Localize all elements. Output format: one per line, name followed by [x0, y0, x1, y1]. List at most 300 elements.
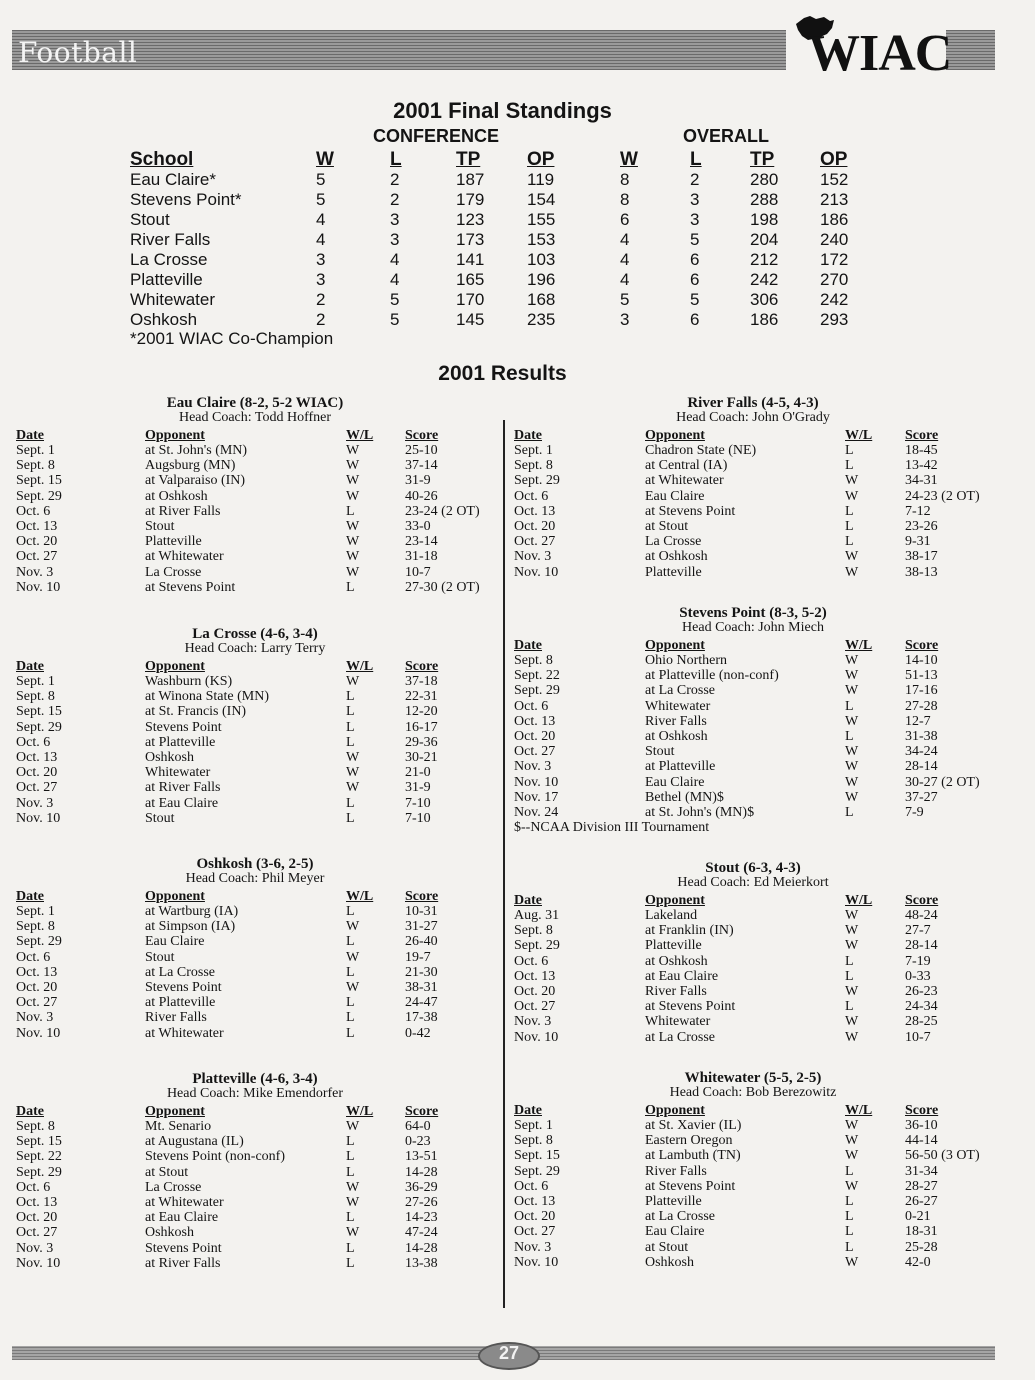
game-score: 44-14 — [905, 1133, 938, 1149]
game-wl: W — [845, 668, 859, 684]
game-wl: W — [845, 1118, 859, 1133]
game-score: 25-10 — [405, 443, 438, 458]
game-wl: L — [845, 1209, 854, 1225]
game-score: 7-10 — [405, 795, 431, 811]
col-header-opponent: Opponent — [645, 1103, 705, 1118]
standings-cell-ovr-w: 6 — [620, 210, 630, 229]
game-opponent: at Platteville — [145, 995, 216, 1011]
game-wl: W — [845, 923, 859, 939]
game-opponent: at Central (IA) — [645, 458, 728, 474]
standings-header-ovr-op: OP — [820, 149, 848, 170]
game-score: 23-26 — [905, 519, 938, 534]
game-date: Oct. 27 — [514, 999, 556, 1015]
game-score: 64-0 — [405, 1119, 431, 1134]
wiac-logo: WIAC — [808, 25, 952, 82]
standings-cell-ovr-l: 6 — [690, 250, 700, 269]
game-opponent: River Falls — [145, 1010, 207, 1026]
game-date: Oct. 6 — [514, 698, 549, 714]
game-date: Nov. 24 — [514, 805, 559, 820]
game-date: Oct. 27 — [514, 744, 556, 760]
game-date: Sept. 29 — [16, 934, 62, 950]
game-score: 48-24 — [905, 908, 938, 923]
game-wl: L — [346, 934, 355, 950]
standings-cell-conf-w: 3 — [316, 250, 326, 269]
col-header-score: Score — [405, 1104, 439, 1119]
standings-cell-conf-l: 4 — [390, 250, 400, 269]
game-date: Oct. 27 — [16, 780, 58, 796]
team-title: Platteville (4-6, 3-4) — [192, 1071, 318, 1087]
game-wl: L — [845, 1163, 854, 1179]
standings-header-ovr-tp: TP — [750, 149, 775, 170]
game-score: 27-28 — [905, 698, 938, 714]
game-date: Oct. 6 — [16, 1179, 51, 1195]
game-opponent: at Wartburg (IA) — [145, 904, 239, 919]
standings-cell-school: Oshkosh — [130, 310, 198, 329]
game-wl: L — [346, 1149, 355, 1165]
game-score: 12-20 — [405, 704, 438, 720]
game-date: Oct. 27 — [16, 1225, 58, 1241]
game-wl: L — [845, 1239, 854, 1255]
game-opponent: at La Crosse — [645, 1029, 715, 1045]
standings-cell-conf-l: 2 — [390, 170, 400, 189]
game-wl: L — [346, 503, 355, 519]
team-title: Oshkosh (3-6, 2-5) — [196, 856, 314, 872]
standings-cell-conf-l: 5 — [390, 290, 400, 309]
standings-cell-conf-l: 3 — [390, 210, 400, 229]
game-opponent: at Platteville (non-conf) — [645, 668, 779, 684]
game-score: 42-0 — [905, 1254, 931, 1270]
game-date: Sept. 29 — [16, 719, 62, 735]
game-date: Sept. 8 — [16, 458, 55, 474]
game-date: Aug. 31 — [514, 908, 560, 923]
game-opponent: Oshkosh — [145, 750, 195, 765]
standings-header-conf-tp: TP — [456, 149, 481, 170]
game-date: Oct. 6 — [16, 503, 51, 519]
game-date: Sept. 29 — [514, 473, 560, 489]
game-score: 51-13 — [905, 668, 938, 684]
head-coach: Head Coach: Todd Hoffner — [178, 410, 332, 425]
game-score: 31-27 — [405, 919, 438, 935]
team-title: Stevens Point (8-3, 5-2) — [679, 605, 827, 621]
game-score: 17-16 — [905, 683, 938, 699]
game-score: 13-42 — [905, 458, 938, 474]
game-opponent: Whitewater — [145, 765, 211, 781]
game-date: Nov. 10 — [16, 1255, 61, 1271]
game-date: Nov. 3 — [16, 564, 54, 580]
game-opponent: Platteville — [645, 938, 702, 954]
standings-cell-conf-l: 4 — [390, 270, 400, 289]
conference-group-label: CONFERENCE — [373, 126, 500, 146]
game-score: 12-7 — [905, 713, 931, 729]
game-score: 10-31 — [405, 904, 438, 919]
game-date: Oct. 27 — [514, 534, 556, 550]
game-score: 25-28 — [905, 1239, 938, 1255]
standings-cell-ovr-w: 4 — [620, 250, 630, 269]
standings-cell-ovr-l: 6 — [690, 270, 700, 289]
game-date: Nov. 3 — [514, 1014, 552, 1030]
col-header-date: Date — [514, 428, 542, 443]
game-date: Sept. 1 — [16, 674, 55, 689]
game-score: 37-27 — [905, 789, 938, 805]
game-score: 21-30 — [405, 964, 438, 980]
game-score: 38-13 — [905, 564, 938, 580]
standings-cell-ovr-op: 213 — [820, 190, 849, 209]
game-opponent: Whitewater — [645, 1014, 711, 1030]
col-header-opponent: Opponent — [145, 889, 205, 904]
game-wl: L — [346, 1134, 355, 1150]
game-wl: L — [845, 503, 854, 519]
game-opponent: at River Falls — [145, 503, 221, 519]
game-wl: W — [845, 1133, 859, 1149]
game-wl: W — [346, 919, 360, 935]
game-date: Sept. 8 — [514, 653, 553, 668]
game-wl: W — [346, 1195, 360, 1210]
game-date: Nov. 3 — [514, 759, 552, 775]
game-score: 13-51 — [405, 1149, 438, 1165]
game-score: 0-23 — [405, 1134, 431, 1150]
game-wl: L — [845, 443, 854, 458]
standings-cell-conf-op: 154 — [527, 190, 556, 209]
game-date: Nov. 3 — [16, 795, 54, 811]
game-wl: L — [346, 704, 355, 720]
game-score: 7-10 — [405, 810, 431, 826]
game-opponent: La Crosse — [145, 564, 202, 580]
game-date: Oct. 20 — [514, 984, 556, 999]
game-score: 0-21 — [905, 1209, 931, 1225]
game-opponent: at La Crosse — [645, 683, 715, 699]
col-header-wl: W/L — [845, 638, 873, 653]
game-opponent: at Stout — [145, 1164, 189, 1180]
standings-cell-school: Platteville — [130, 270, 203, 289]
standings-cell-conf-w: 3 — [316, 270, 326, 289]
game-date: Oct. 13 — [16, 519, 58, 534]
game-opponent: River Falls — [645, 713, 707, 729]
standings-header-ovr-w: W — [620, 149, 638, 170]
standings-cell-conf-op: 235 — [527, 310, 556, 329]
game-score: 23-24 (2 OT) — [405, 503, 480, 519]
game-date: Nov. 3 — [16, 1010, 54, 1026]
game-opponent: Stout — [145, 949, 175, 965]
game-wl: W — [346, 519, 360, 534]
team-title: Whitewater (5-5, 2-5) — [684, 1070, 822, 1086]
standings-header-conf-l: L — [390, 149, 402, 170]
game-opponent: at Stevens Point — [145, 579, 236, 595]
game-score: 14-10 — [905, 653, 938, 668]
standings-cell-conf-w: 2 — [316, 290, 326, 309]
standings-cell-school: Eau Claire* — [130, 170, 216, 189]
game-opponent: at Valparaiso (IN) — [145, 473, 246, 489]
game-score: 30-27 (2 OT) — [905, 774, 980, 790]
game-opponent: Eau Claire — [645, 1224, 705, 1240]
game-wl: W — [346, 458, 360, 474]
game-wl: W — [346, 750, 360, 765]
game-wl: W — [346, 564, 360, 580]
game-date: Sept. 1 — [514, 443, 553, 458]
game-wl: L — [845, 534, 854, 550]
col-header-score: Score — [405, 659, 439, 674]
standings-cell-conf-l: 3 — [390, 230, 400, 249]
game-opponent: at Stevens Point — [645, 503, 736, 519]
game-opponent: at Eau Claire — [645, 968, 719, 984]
game-opponent: Oshkosh — [145, 1225, 195, 1241]
game-opponent: at Platteville — [145, 734, 216, 750]
game-score: 10-7 — [905, 1029, 931, 1045]
game-opponent: at Oshkosh — [145, 488, 208, 504]
game-wl: W — [346, 1119, 360, 1134]
standings-cell-ovr-w: 8 — [620, 170, 630, 189]
game-opponent: Eau Claire — [645, 488, 705, 504]
standings-cell-ovr-op: 186 — [820, 210, 849, 229]
game-date: Oct. 20 — [16, 534, 58, 550]
game-wl: L — [346, 1025, 355, 1041]
game-score: 14-23 — [405, 1210, 438, 1226]
standings-cell-ovr-tp: 306 — [750, 290, 779, 309]
page-number: 27 — [498, 1343, 520, 1363]
head-coach: Head Coach: Bob Berezowitz — [669, 1085, 837, 1100]
game-opponent: at Stevens Point — [645, 999, 736, 1015]
standings-cell-ovr-tp: 204 — [750, 230, 779, 249]
standings-cell-ovr-tp: 198 — [750, 210, 779, 229]
game-wl: W — [845, 1029, 859, 1045]
game-score: 24-34 — [905, 999, 938, 1015]
game-opponent: at La Crosse — [145, 964, 215, 980]
game-opponent: Stout — [145, 810, 175, 826]
game-opponent: at St. Francis (IN) — [145, 704, 247, 720]
game-date: Sept. 15 — [514, 1148, 560, 1164]
standings-cell-school: Stout — [130, 210, 170, 229]
game-opponent: at Whitewater — [145, 549, 224, 565]
game-date: Sept. 15 — [16, 473, 62, 489]
col-header-score: Score — [905, 638, 939, 653]
game-opponent: Stout — [145, 519, 175, 534]
game-date: Nov. 10 — [514, 1029, 559, 1045]
game-wl: W — [845, 938, 859, 954]
game-opponent: at Whitewater — [145, 1195, 224, 1210]
game-score: 18-31 — [905, 1224, 938, 1240]
game-date: Sept. 22 — [514, 668, 560, 684]
game-score: 27-7 — [905, 923, 931, 939]
game-wl: W — [845, 984, 859, 999]
standings-cell-ovr-w: 5 — [620, 290, 630, 309]
game-score: 36-10 — [905, 1118, 938, 1133]
game-score: 38-31 — [405, 980, 438, 995]
col-header-date: Date — [16, 428, 44, 443]
game-date: Oct. 6 — [514, 1178, 549, 1194]
game-opponent: Stevens Point (non-conf) — [145, 1149, 285, 1165]
game-score: 31-34 — [905, 1163, 938, 1179]
game-score: 36-29 — [405, 1179, 438, 1195]
game-date: Nov. 10 — [514, 1254, 559, 1270]
standings-cell-conf-op: 196 — [527, 270, 556, 289]
head-coach: Head Coach: John O'Grady — [676, 410, 830, 425]
standings-cell-ovr-w: 4 — [620, 270, 630, 289]
game-wl: W — [346, 473, 360, 489]
game-score: 14-28 — [405, 1240, 438, 1256]
game-wl: W — [845, 908, 859, 923]
standings-cell-ovr-tp: 212 — [750, 250, 779, 269]
game-date: Oct. 13 — [514, 1194, 556, 1209]
game-wl: L — [346, 719, 355, 735]
game-opponent: at Lambuth (TN) — [645, 1148, 741, 1164]
game-score: 47-24 — [405, 1225, 438, 1241]
game-date: Oct. 6 — [514, 488, 549, 504]
game-score: 0-33 — [905, 968, 931, 984]
game-date: Nov. 3 — [16, 1240, 54, 1256]
game-opponent: River Falls — [645, 984, 707, 999]
game-score: 31-38 — [905, 729, 938, 744]
game-date: Sept. 8 — [16, 689, 55, 705]
standings-cell-ovr-tp: 242 — [750, 270, 779, 289]
standings-header-ovr-l: L — [690, 149, 702, 170]
game-score: 0-42 — [405, 1025, 431, 1041]
game-score: 56-50 (3 OT) — [905, 1148, 980, 1164]
game-opponent: Mt. Senario — [145, 1119, 212, 1134]
game-wl: L — [845, 458, 854, 474]
game-wl: W — [346, 534, 360, 550]
game-opponent: Platteville — [145, 534, 202, 550]
standings-cell-conf-l: 5 — [390, 310, 400, 329]
game-wl: W — [346, 674, 360, 689]
game-date: Oct. 20 — [514, 1209, 556, 1225]
game-opponent: Whitewater — [645, 698, 711, 714]
game-wl: W — [845, 759, 859, 775]
game-wl: W — [346, 780, 360, 796]
game-date: Nov. 10 — [16, 579, 61, 595]
standings-cell-ovr-op: 240 — [820, 230, 849, 249]
game-score: 23-14 — [405, 534, 438, 550]
game-wl: L — [346, 1255, 355, 1271]
standings-cell-ovr-l: 5 — [690, 290, 700, 309]
game-opponent: at Stevens Point — [645, 1178, 736, 1194]
standings-cell-conf-tp: 173 — [456, 230, 485, 249]
game-score: 22-31 — [405, 689, 438, 705]
game-opponent: at Platteville — [645, 759, 716, 775]
game-wl: L — [346, 579, 355, 595]
game-date: Oct. 6 — [514, 953, 549, 969]
col-header-wl: W/L — [845, 893, 873, 908]
col-header-score: Score — [905, 1103, 939, 1118]
col-header-date: Date — [514, 1103, 542, 1118]
game-score: 26-27 — [905, 1194, 938, 1209]
ncaa-footnote: $--NCAA Division III Tournament — [514, 820, 710, 836]
game-wl: L — [346, 810, 355, 826]
game-score: 28-14 — [905, 759, 938, 775]
game-date: Sept. 29 — [514, 938, 560, 954]
game-score: 14-28 — [405, 1164, 438, 1180]
standings-cell-conf-w: 4 — [316, 210, 326, 229]
game-date: Sept. 8 — [16, 919, 55, 935]
standings-cell-conf-op: 153 — [527, 230, 556, 249]
standings-cell-conf-tp: 187 — [456, 170, 485, 189]
game-date: Sept. 8 — [514, 923, 553, 939]
standings-cell-ovr-w: 8 — [620, 190, 630, 209]
game-wl: L — [845, 729, 854, 744]
game-opponent: Oshkosh — [645, 1254, 695, 1270]
game-opponent: Eau Claire — [645, 774, 705, 790]
game-wl: W — [845, 774, 859, 790]
standings-cell-conf-tp: 165 — [456, 270, 485, 289]
game-opponent: at Simpson (IA) — [145, 919, 236, 935]
game-score: 37-18 — [405, 674, 438, 689]
standings-cell-conf-op: 168 — [527, 290, 556, 309]
game-score: 9-31 — [905, 534, 931, 550]
standings-cell-conf-tp: 145 — [456, 310, 485, 329]
game-wl: L — [845, 1224, 854, 1240]
head-coach: Head Coach: Larry Terry — [184, 641, 326, 656]
standings-cell-conf-w: 4 — [316, 230, 326, 249]
game-score: 26-40 — [405, 934, 438, 950]
game-score: 26-23 — [905, 984, 938, 999]
game-opponent: Lakeland — [645, 908, 698, 923]
game-opponent: Eau Claire — [145, 934, 205, 950]
col-header-opponent: Opponent — [145, 1104, 205, 1119]
game-wl: L — [845, 968, 854, 984]
standings-cell-ovr-op: 242 — [820, 290, 849, 309]
game-wl: L — [346, 1010, 355, 1026]
game-score: 33-0 — [405, 519, 431, 534]
game-date: Oct. 6 — [16, 734, 51, 750]
head-coach: Head Coach: Ed Meierkort — [677, 875, 829, 890]
col-header-opponent: Opponent — [645, 638, 705, 653]
game-date: Oct. 20 — [16, 1210, 58, 1226]
game-score: 7-19 — [905, 953, 931, 969]
standings-cell-ovr-l: 2 — [690, 170, 700, 189]
co-champion-note: *2001 WIAC Co-Champion — [130, 329, 334, 348]
game-wl: L — [346, 689, 355, 705]
game-date: Sept. 22 — [16, 1149, 62, 1165]
standings-cell-ovr-op: 270 — [820, 270, 849, 289]
standings-cell-ovr-tp: 288 — [750, 190, 779, 209]
game-opponent: at River Falls — [145, 1255, 221, 1271]
game-opponent: at River Falls — [145, 780, 221, 796]
game-date: Nov. 10 — [16, 810, 61, 826]
col-header-date: Date — [16, 889, 44, 904]
game-wl: W — [845, 488, 859, 504]
game-opponent: Eastern Oregon — [645, 1133, 733, 1149]
standings-header-conf-w: W — [316, 149, 334, 170]
game-score: 18-45 — [905, 443, 938, 458]
game-wl: L — [346, 795, 355, 811]
col-header-score: Score — [405, 889, 439, 904]
game-opponent: Chadron State (NE) — [645, 443, 757, 458]
game-score: 27-26 — [405, 1195, 438, 1210]
game-wl: L — [845, 698, 854, 714]
game-wl: W — [845, 1178, 859, 1194]
game-date: Sept. 29 — [514, 683, 560, 699]
game-opponent: Stout — [645, 744, 675, 760]
standings-cell-conf-w: 2 — [316, 310, 326, 329]
game-opponent: at St. John's (MN)$ — [645, 805, 755, 820]
standings-cell-conf-tp: 141 — [456, 250, 485, 269]
game-date: Oct. 13 — [514, 503, 556, 519]
overall-group-label: OVERALL — [683, 126, 770, 146]
game-score: 37-14 — [405, 458, 438, 474]
standings-cell-school: River Falls — [130, 230, 211, 249]
game-date: Oct. 13 — [16, 964, 58, 980]
game-opponent: Stevens Point — [145, 1240, 222, 1256]
game-wl: W — [346, 980, 360, 995]
standings-cell-conf-tp: 170 — [456, 290, 485, 309]
game-score: 21-0 — [405, 765, 431, 781]
col-header-opponent: Opponent — [145, 428, 205, 443]
team-title: River Falls (4-5, 4-3) — [687, 395, 819, 411]
game-date: Sept. 29 — [514, 1163, 560, 1179]
game-opponent: Augsburg (MN) — [145, 458, 236, 474]
standings-cell-ovr-l: 3 — [690, 190, 700, 209]
game-wl: W — [845, 564, 859, 580]
head-coach: Head Coach: Phil Meyer — [185, 871, 325, 886]
game-opponent: La Crosse — [145, 1179, 202, 1195]
